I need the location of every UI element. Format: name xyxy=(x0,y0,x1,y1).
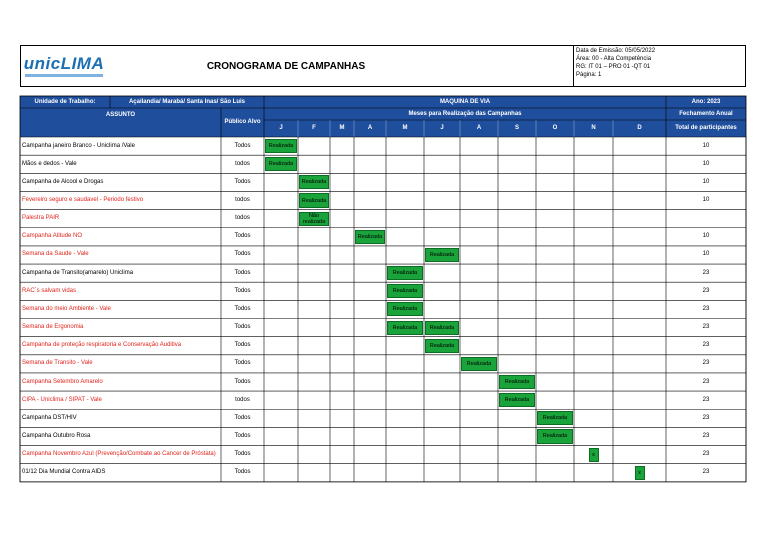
row-total: 10 xyxy=(702,160,710,167)
row-subject: Mãos e dedos - Vale xyxy=(22,160,77,167)
month-header-3: A xyxy=(367,125,373,131)
status-badge: Realizada xyxy=(265,157,297,171)
row-total: 10 xyxy=(702,178,710,185)
row-total: 23 xyxy=(702,414,710,421)
row-audience: Todos xyxy=(234,360,251,367)
status-badge: Realizada xyxy=(387,321,423,335)
row-subject: Campanha Setembro Amarelo xyxy=(22,378,103,385)
row-subject: Palestra PAIR xyxy=(22,215,60,222)
status-badge: Realizada xyxy=(425,321,459,335)
row-total: 23 xyxy=(702,451,710,458)
audience-header: Público Alvo xyxy=(224,119,261,125)
row-audience: Todos xyxy=(234,324,251,331)
month-header-0: J xyxy=(279,125,283,131)
row-audience: Todos xyxy=(234,233,251,240)
row-audience: todos xyxy=(235,215,250,222)
status-badge: Realizada xyxy=(355,230,385,244)
status-badge: Realizada xyxy=(425,248,459,262)
row-audience: todos xyxy=(235,160,250,167)
row-total: 23 xyxy=(702,396,710,403)
status-badge: Realizada xyxy=(387,266,423,280)
document-title: CRONOGRAMA DE CAMPANHAS xyxy=(206,60,366,72)
status-badge: Realizada xyxy=(299,175,329,189)
unit-label: Unidade de Trabalho: xyxy=(34,98,96,105)
status-badge: Realizada xyxy=(425,339,459,353)
row-total: 10 xyxy=(702,197,710,203)
row-audience: Todos xyxy=(234,142,251,149)
row-subject: Semana da Saude - Vale xyxy=(22,251,89,258)
row-audience: Todos xyxy=(234,251,251,258)
month-header-5: J xyxy=(440,125,444,131)
row-subject: RAC´s salvam vidas xyxy=(22,287,77,294)
status-badge: Realizada xyxy=(299,193,329,207)
status-badge: Realizada xyxy=(499,375,535,389)
row-subject: Campanha de proteção respiratoria e Conservação Auditiva xyxy=(22,342,182,349)
total-header: Total de participantes xyxy=(675,125,737,131)
row-subject: CIPA - Uniclima / SIPAT - Vale xyxy=(22,396,102,403)
row-total: 23 xyxy=(702,324,710,331)
row-audience: todos xyxy=(235,197,250,203)
row-audience: Todos xyxy=(234,287,251,294)
row-subject: Campanha Novembro Azul (Prevenção/Combate ao Cancer de Próstata) xyxy=(22,451,216,458)
month-header-7: S xyxy=(514,125,519,131)
month-header-10: D xyxy=(637,125,642,131)
month-header-2: M xyxy=(339,125,345,131)
row-subject: Campanha janeiro Branco - Uniclima /Vale xyxy=(22,142,135,149)
status-badge: Realizada xyxy=(387,284,423,298)
row-subject: Semana de Ergonomia xyxy=(22,324,84,331)
row-total: 10 xyxy=(702,142,710,149)
row-subject: Campanha de Transito(amarelo) Uniclima xyxy=(22,269,134,276)
status-badge: Não realizada xyxy=(299,212,329,226)
months-header: Meses para Realização das Campanhas xyxy=(408,110,522,117)
row-subject: Campanha Outubro Rosa xyxy=(22,432,91,439)
row-total: 23 xyxy=(702,469,710,476)
closing-header: Fechamento Anual xyxy=(679,110,733,117)
row-audience: Todos xyxy=(234,342,251,349)
row-total: 10 xyxy=(702,251,710,258)
logo-wordmark: unicLIMA xyxy=(23,54,105,73)
row-audience: Todos xyxy=(234,451,251,458)
row-total: 23 xyxy=(702,269,710,276)
meta-page: Página: 1 xyxy=(576,72,602,78)
status-badge: Realizada xyxy=(537,429,573,443)
meta-rg: RG: IT 01 – PRO 01 -QT 01 xyxy=(576,64,651,70)
month-header-4: M xyxy=(402,125,408,131)
status-badge: Realizada xyxy=(387,302,423,316)
year-label: Ano: 2023 xyxy=(691,98,721,105)
status-badge: x xyxy=(589,448,599,462)
month-header-6: A xyxy=(476,125,482,131)
row-audience: Todos xyxy=(234,378,251,385)
status-badge: x xyxy=(635,466,645,480)
month-header-1: F xyxy=(312,125,316,131)
row-audience: Todos xyxy=(234,432,251,439)
row-total: 23 xyxy=(702,432,710,439)
row-subject: Semana de Transito - Vale xyxy=(22,360,93,367)
row-total: 23 xyxy=(702,287,710,294)
machine-label: MAQUINA DE VIA xyxy=(439,98,491,105)
status-badge: Realizada xyxy=(461,357,497,371)
meta-emission-date: Data de Emissão: 05/05/2022 xyxy=(576,48,656,54)
row-subject: Campanha de Alcool e Drogas xyxy=(22,178,104,185)
row-audience: todos xyxy=(235,396,250,403)
status-badge: Realizada xyxy=(265,139,297,153)
row-subject: Semana do meio Ambiente - Vale xyxy=(22,305,111,312)
row-total: 10 xyxy=(702,233,710,240)
row-audience: Todos xyxy=(234,178,251,185)
month-header-9: N xyxy=(591,125,596,131)
row-audience: Todos xyxy=(234,305,251,312)
month-header-8: O xyxy=(552,125,558,131)
row-subject: 01/12 Dia Mundial Contra AIDS xyxy=(22,469,106,476)
unit-value: Açailandia/ Marabá/ Santa Inas/ São Luis xyxy=(128,98,246,105)
row-audience: Todos xyxy=(234,469,251,476)
row-total: 23 xyxy=(702,378,710,385)
status-badge: Realizada xyxy=(537,411,573,425)
row-total: 23 xyxy=(702,305,710,312)
row-subject: Campanha DST/HIV xyxy=(22,414,77,421)
row-audience: Todos xyxy=(234,269,251,276)
row-audience: Todos xyxy=(234,414,251,421)
row-total xyxy=(666,210,746,228)
subject-header: ASSUNTO xyxy=(105,111,136,118)
row-total: 23 xyxy=(702,360,710,367)
meta-area: Área: 00 - Alta Competência xyxy=(576,56,652,62)
row-subject: Fevereiro seguro e saudavel - Periodo festivo xyxy=(22,197,144,203)
status-badge: Realizada xyxy=(499,393,535,407)
row-subject: Campanha Atitude NO xyxy=(22,233,83,240)
row-total: 23 xyxy=(702,342,710,349)
